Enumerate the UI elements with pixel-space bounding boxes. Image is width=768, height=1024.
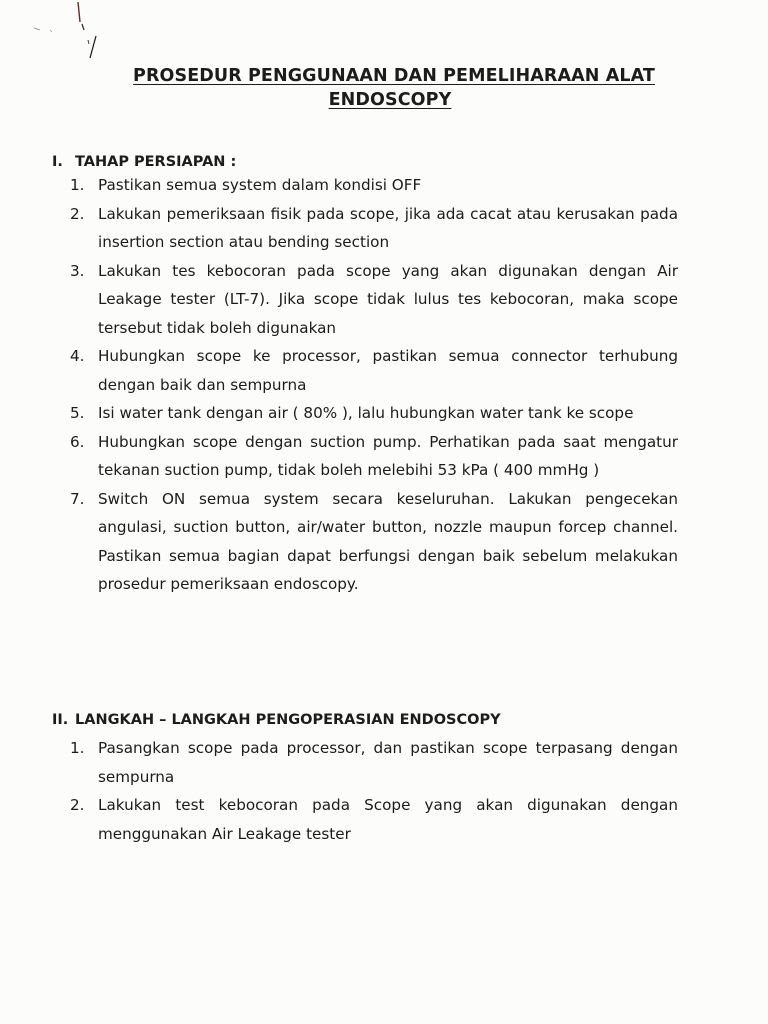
- list-item: [66, 200, 678, 257]
- item-text: Lakukan pemeriksaan fisik pada scope, jika ada cacat atau kerusakan pada insertion section atau bending section: [98, 204, 678, 251]
- item-number: 5.: [70, 404, 85, 422]
- title-line-1: PROSEDUR PENGGUNAAN DAN PEMELIHARAAN ALAT: [133, 66, 655, 86]
- section-number: I.: [52, 154, 63, 170]
- item-number: 6.: [70, 432, 85, 451]
- section-title: LANGKAH – LANGKAH PENGOPERASIAN ENDOSCOPY: [75, 712, 501, 728]
- item-number: 1.: [70, 176, 85, 194]
- item-number: 1.: [70, 739, 85, 757]
- list-item: [66, 734, 678, 791]
- list-item: [66, 342, 678, 399]
- item-number: 3.: [70, 261, 85, 280]
- section-heading-pengoperasian: [52, 710, 501, 730]
- preparation-steps-list: [66, 171, 678, 599]
- title-line-2: ENDOSCOPY: [328, 90, 452, 110]
- section-heading-persiapan: [52, 152, 236, 172]
- list-item: [66, 428, 678, 485]
- item-text: Lakukan test kebocoran pada Scope yang akan digunakan dengan menggunakan Air Leakage tester: [98, 796, 678, 843]
- list-item: [66, 257, 678, 343]
- list-item: [66, 171, 678, 200]
- document-title: [0, 64, 768, 112]
- item-text: Pastikan semua system dalam kondisi OFF: [98, 176, 422, 194]
- list-item: [66, 485, 678, 599]
- item-text: Hubungkan scope dengan suction pump. Perhatikan pada saat mengatur tekanan suction pump, tidak boleh melebihi 53 kPa ( 400 mmHg ): [98, 432, 678, 479]
- item-number: 2.: [70, 796, 85, 814]
- operation-steps-list: [66, 734, 678, 848]
- pen-mark-scribble: [30, 0, 120, 70]
- item-number: 4.: [70, 347, 85, 365]
- list-item: [66, 791, 678, 848]
- item-text: Switch ON semua system secara keseluruhan. Lakukan pengecekan angulasi, suction button, air/water button, nozzle maupun forcep channel. Pastikan semua bagian dapat berfungsi dengan baik sebelum melakukan prosedur pemeriksaan endoscopy.: [98, 489, 678, 593]
- item-text: Isi water tank dengan air ( 80% ), lalu hubungkan water tank ke scope: [98, 404, 634, 422]
- section-number: II.: [52, 712, 69, 728]
- item-text: Hubungkan scope ke processor, pastikan semua connector terhubung dengan baik dan sempurna: [98, 347, 678, 394]
- list-item: [66, 399, 678, 428]
- item-number: 7.: [70, 489, 85, 508]
- item-number: 2.: [70, 204, 85, 223]
- section-title: TAHAP PERSIAPAN :: [75, 154, 237, 170]
- item-text: Lakukan tes kebocoran pada scope yang akan digunakan dengan Air Leakage tester (LT-7). Jika scope tidak lulus tes kebocoran, maka scope tersebut tidak boleh digunakan: [98, 261, 678, 337]
- item-text: Pasangkan scope pada processor, dan pastikan scope terpasang dengan sempurna: [98, 739, 678, 786]
